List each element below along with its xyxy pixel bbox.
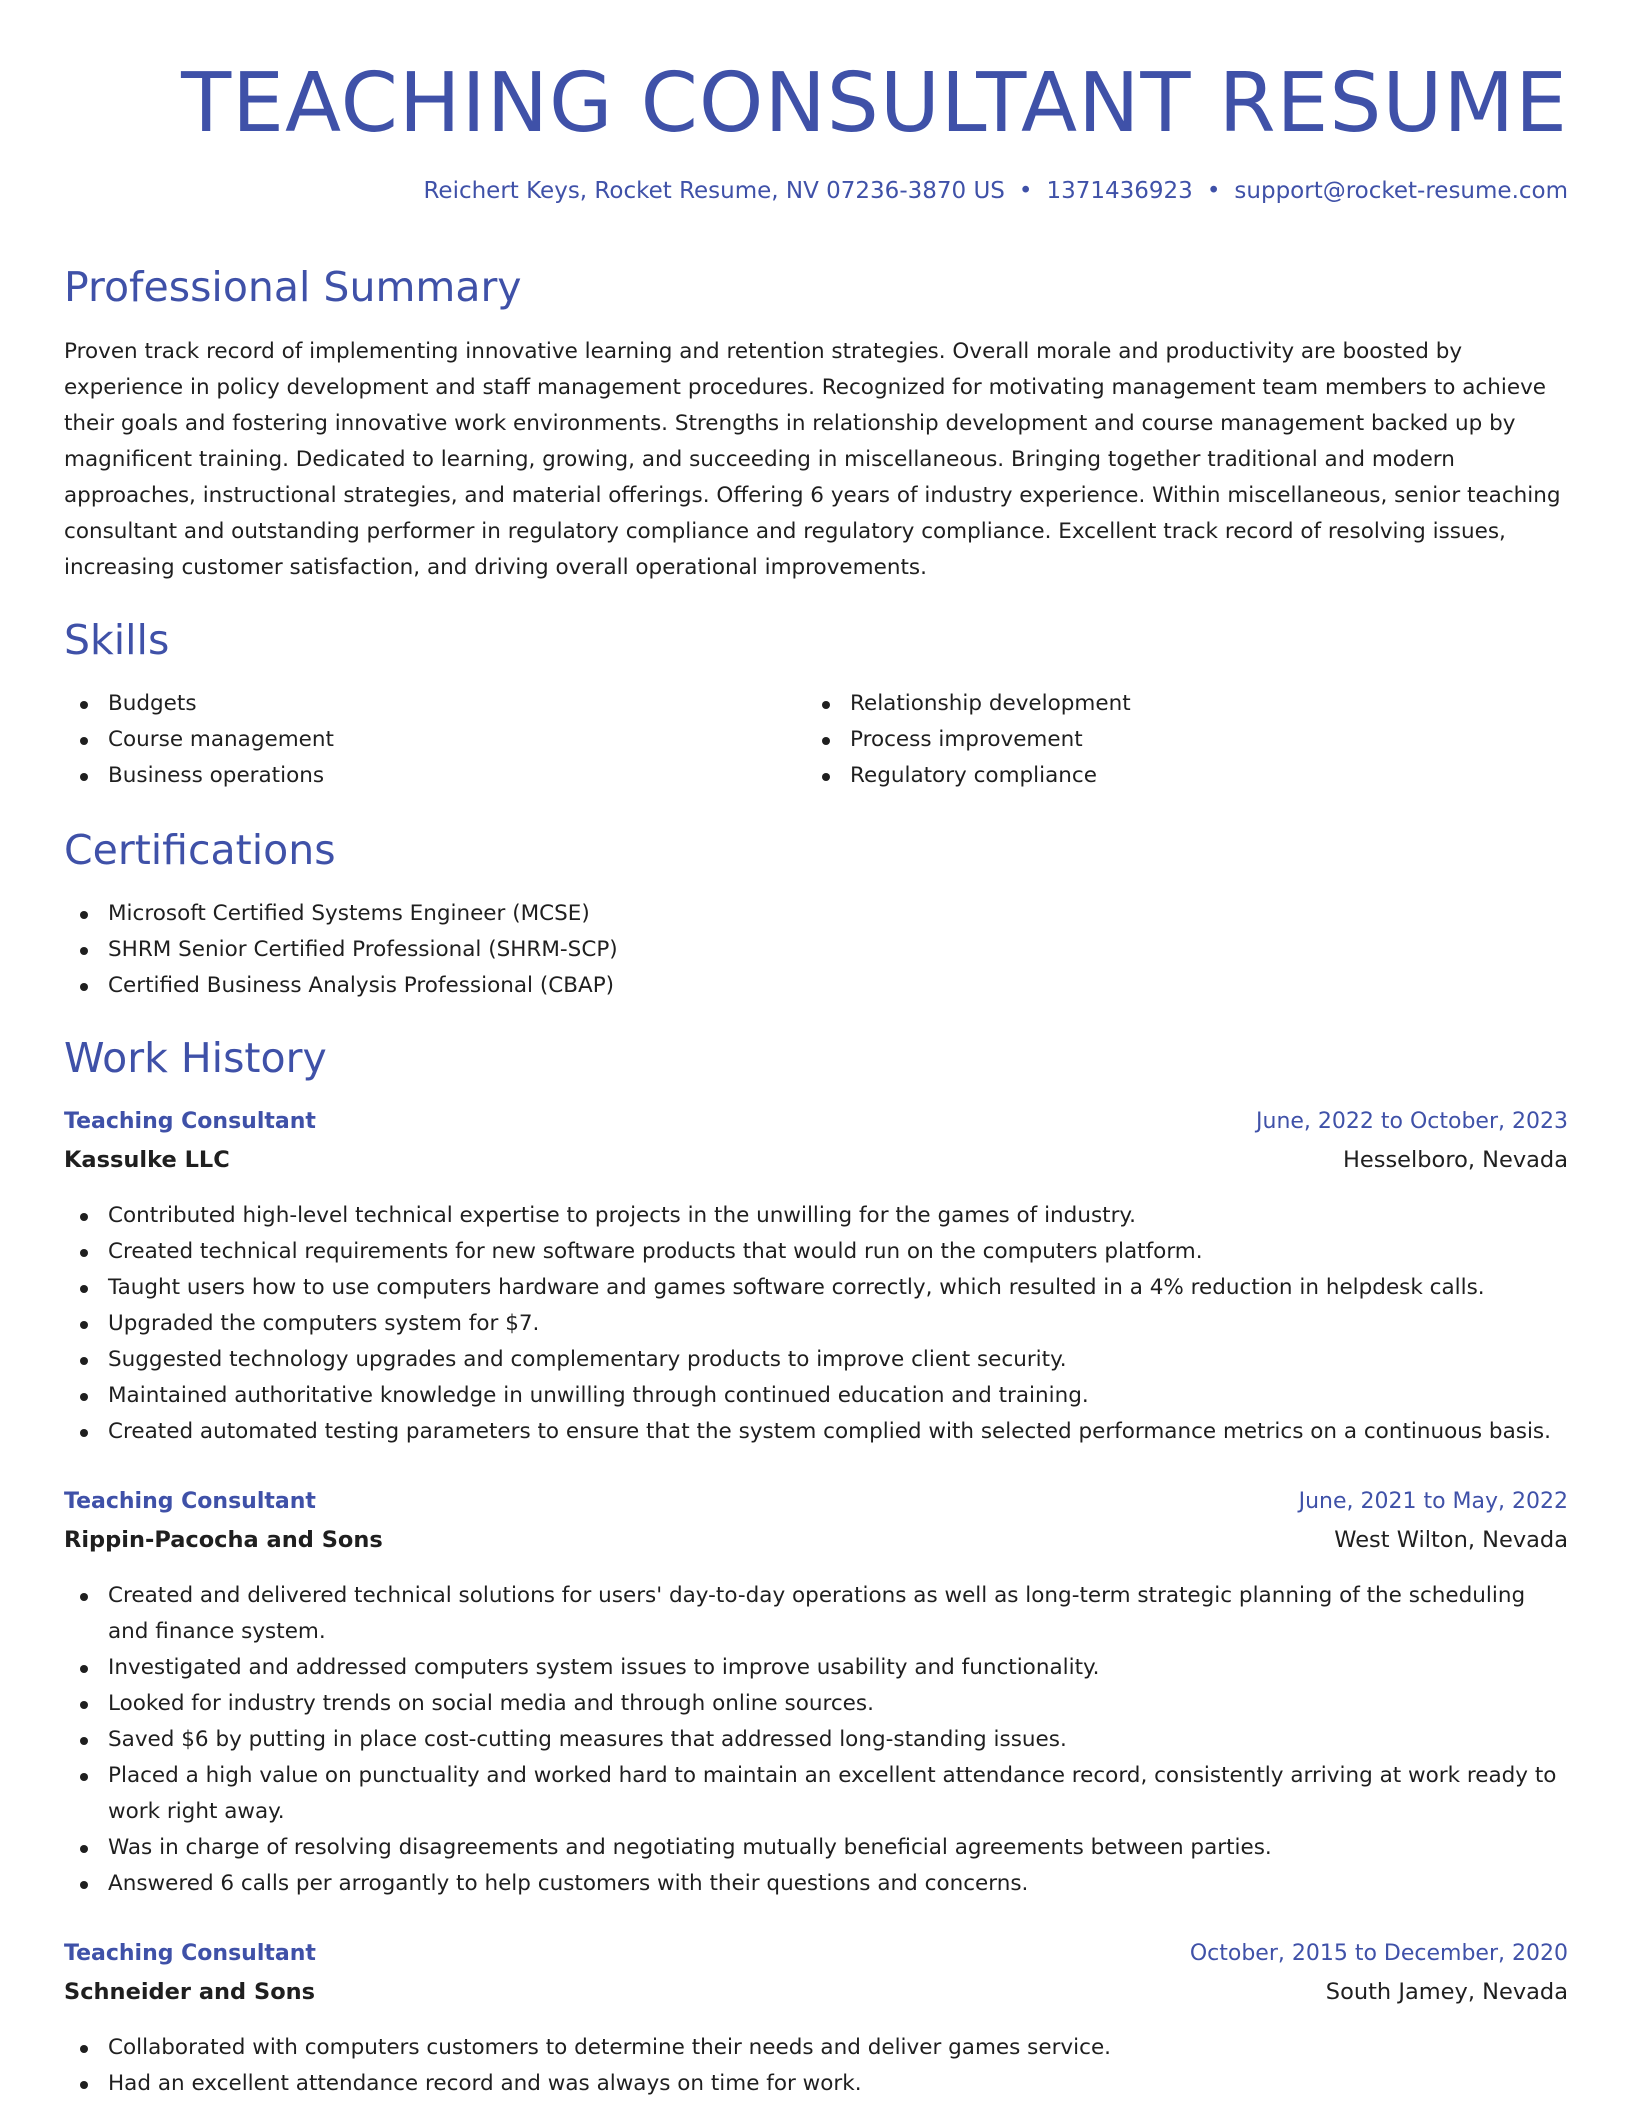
job-bullet: Taught users how to use computers hardware and games software correctly, which resulted in a 4% reduction in helpdesk calls. xyxy=(64,1270,1568,1306)
job-location: South Jamey, Nevada xyxy=(1325,1979,1568,2005)
contact-phone: 1371436923 xyxy=(1046,178,1193,204)
skills-column-left xyxy=(64,686,764,794)
job-header xyxy=(64,1939,1568,2015)
job-bullet: Contributed high-level technical expertise to projects in the unwilling for the games of industry. xyxy=(64,1198,1568,1234)
section-heading-summary: Professional Summary xyxy=(64,263,522,311)
job-header xyxy=(64,1487,1568,1563)
contact-separator: • xyxy=(1206,178,1221,204)
job-company: Rippin-Pacocha and Sons xyxy=(64,1527,383,1553)
certifications-list xyxy=(64,896,1568,1004)
section-heading-work-history: Work History xyxy=(64,1034,327,1082)
job-header xyxy=(64,1107,1568,1183)
job-company: Kassulke LLC xyxy=(64,1147,230,1173)
job-dates: June, 2022 to October, 2023 xyxy=(1256,1109,1568,1134)
skill-item: Budgets xyxy=(64,686,764,722)
skill-item: Course management xyxy=(64,722,764,758)
skill-item: Relationship development xyxy=(806,686,1506,722)
job-bullet: Investigated and addressed computers system issues to improve usability and functionality. xyxy=(64,1650,1568,1686)
job-location: Hesselboro, Nevada xyxy=(1342,1147,1568,1173)
job-role: Teaching Consultant xyxy=(64,1489,316,1514)
job-bullet: Placed a high value on punctuality and worked hard to maintain an excellent attendance record, consistently arriving at work ready to work right away. xyxy=(64,1758,1568,1830)
summary-text: Proven track record of implementing innovative learning and retention strategies. Overall morale and productivity are boosted by experience in policy development and staff management procedures. Recognized for motivating management team members to achieve their goals and fostering innovative work environments. Strengths in relationship development and course management backed up by magnificent training. Dedicated to learning, growing, and succeeding in miscellaneous. Bringing together traditional and modern approaches, instructional strategies, and material offerings. Offering 6 years of industry experience. Within miscellaneous, senior teaching consultant and outstanding performer in regulatory compliance and regulatory compliance. Excellent track record of resolving issues, increasing customer satisfaction, and driving overall operational improvements. xyxy=(64,339,1561,580)
skill-item: Business operations xyxy=(64,758,764,794)
job-bullet: Created automated testing parameters to ensure that the system complied with selected performance metrics on a continuous basis. xyxy=(64,1414,1568,1450)
job-bullet: Upgraded the computers system for $7. xyxy=(64,1306,1568,1342)
skills-column-right xyxy=(806,686,1506,794)
job-bullet: Maintained authoritative knowledge in unwilling through continued education and training. xyxy=(64,1378,1568,1414)
skill-item: Regulatory compliance xyxy=(806,758,1506,794)
job-bullet: Created and delivered technical solutions for users' day-to-day operations as well as long-term strategic planning of the scheduling and finance system. xyxy=(64,1578,1568,1650)
job-bullets xyxy=(64,2030,1568,2102)
contact-line xyxy=(423,176,1568,206)
certification-item: Certified Business Analysis Professional (CBAP) xyxy=(64,968,1568,1004)
resume-title: TEACHING CONSULTANT RESUME xyxy=(181,56,1568,151)
job-bullet: Had an excellent attendance record and was always on time for work. xyxy=(64,2066,1568,2102)
job-bullet: Suggested technology upgrades and complementary products to improve client security. xyxy=(64,1342,1568,1378)
certification-item: Microsoft Certified Systems Engineer (MCSE) xyxy=(64,896,1568,932)
contact-separator: • xyxy=(1018,178,1033,204)
job-bullet: Answered 6 calls per arrogantly to help customers with their questions and concerns. xyxy=(64,1866,1568,1902)
section-heading-skills: Skills xyxy=(64,616,170,664)
contact-email[interactable]: support@rocket-resume.com xyxy=(1234,178,1568,204)
job-bullets xyxy=(64,1198,1568,1450)
contact-address: Reichert Keys, Rocket Resume, NV 07236-3870 US xyxy=(423,178,1005,204)
section-heading-certifications: Certifications xyxy=(64,826,336,874)
job-bullet: Collaborated with computers customers to determine their needs and deliver games service. xyxy=(64,2030,1568,2066)
job-role: Teaching Consultant xyxy=(64,1109,316,1134)
skill-item: Process improvement xyxy=(806,722,1506,758)
job-bullets xyxy=(64,1578,1568,1902)
job-company: Schneider and Sons xyxy=(64,1979,316,2005)
job-bullet: Was in charge of resolving disagreements and negotiating mutually beneficial agreements between parties. xyxy=(64,1830,1568,1866)
job-dates: June, 2021 to May, 2022 xyxy=(1298,1489,1568,1514)
job-location: West Wilton, Nevada xyxy=(1334,1527,1568,1553)
job-bullet: Created technical requirements for new software products that would run on the computers platform. xyxy=(64,1234,1568,1270)
job-bullet: Looked for industry trends on social media and through online sources. xyxy=(64,1686,1568,1722)
job-bullet: Saved $6 by putting in place cost-cutting measures that addressed long-standing issues. xyxy=(64,1722,1568,1758)
job-role: Teaching Consultant xyxy=(64,1941,316,1966)
job-dates: October, 2015 to December, 2020 xyxy=(1189,1941,1568,1966)
certification-item: SHRM Senior Certified Professional (SHRM-SCP) xyxy=(64,932,1568,968)
